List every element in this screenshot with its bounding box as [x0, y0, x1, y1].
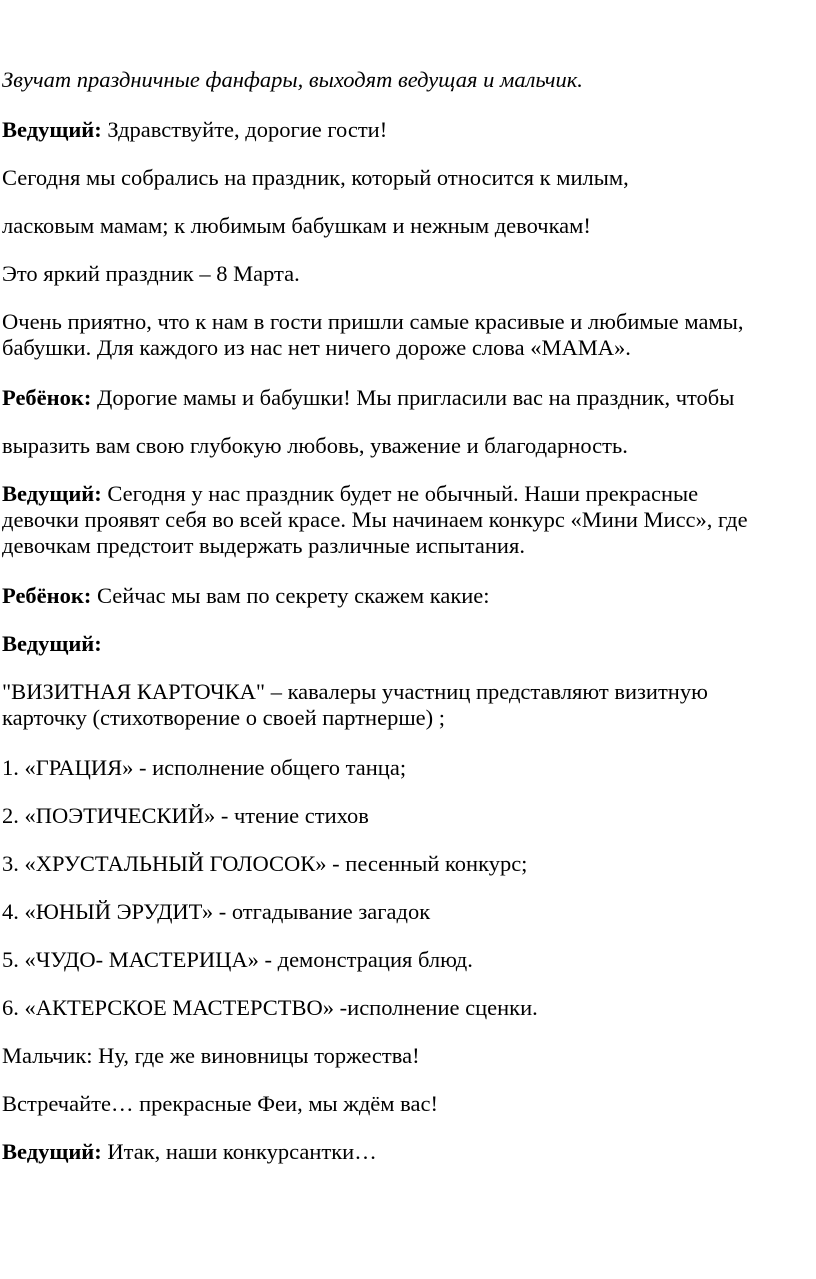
stage-direction: Звучат праздничные фанфары, выходят ведущая и мальчик.: [2, 67, 583, 92]
speaker-label: Ведущий:: [2, 1139, 102, 1164]
contest-list-item: 4. «ЮНЫЙ ЭРУДИТ» - отгадывание загадок: [2, 899, 431, 924]
speaker-label: Ребёнок:: [2, 583, 92, 608]
paragraph-line: карточку (стихотворение о своей партнерше) ;: [2, 705, 446, 730]
speech-text: Сейчас мы вам по секрету скажем какие:: [91, 583, 490, 608]
speaker-label: Ведущий:: [2, 117, 102, 142]
speech-text: Сегодня у нас праздник будет не обычный. Наши прекрасные: [101, 481, 699, 506]
paragraph-host-contest: [2, 481, 816, 507]
speaker-label: Ведущий:: [2, 481, 102, 506]
paragraph-line: выразить вам свою глубокую любовь, уважение и благодарность.: [2, 433, 628, 458]
paragraph-line: девочкам предстоит выдержать различные испытания.: [2, 533, 525, 558]
paragraph-line: Очень приятно, что к нам в гости пришли самые красивые и любимые мамы,: [2, 309, 744, 334]
paragraph-line: ласковым мамам; к любимым бабушкам и нежным девочкам!: [2, 213, 591, 238]
speech-text: Здравствуйте, дорогие гости!: [101, 117, 388, 142]
paragraph-child-speech: [2, 385, 816, 411]
paragraph-line: Сегодня мы собрались на праздник, который относится к милым,: [2, 165, 629, 190]
speech-text: Дорогие мамы и бабушки! Мы пригласили вас на праздник, чтобы: [91, 385, 735, 410]
paragraph-child-secret: [2, 583, 816, 609]
contest-list-item: 6. «АКТЕРСКОЕ МАСТЕРСТВО» -исполнение сценки.: [2, 995, 538, 1020]
paragraph-line: Встречайте… прекрасные Феи, мы ждём вас!: [2, 1091, 438, 1116]
paragraph-host-closing: [2, 1139, 816, 1165]
contest-list-item: 3. «ХРУСТАЛЬНЫЙ ГОЛОСОК» - песенный конкурс;: [2, 851, 528, 876]
paragraph-line: девочки проявят себя во всей красе. Мы начинаем конкурс «Мини Мисс», где: [2, 507, 748, 532]
paragraph-line: бабушки. Для каждого из нас нет ничего дороже слова «МАМА».: [2, 335, 631, 360]
speaker-label: Ведущий:: [2, 631, 102, 656]
paragraph-host-greeting: [2, 117, 816, 143]
paragraph-host-label: [2, 631, 816, 657]
contest-list-item: 5. «ЧУДО- МАСТЕРИЦА» - демонстрация блюд.: [2, 947, 473, 972]
contest-list-item: 1. «ГРАЦИЯ» - исполнение общего танца;: [2, 755, 407, 780]
contest-list-item: 2. «ПОЭТИЧЕСКИЙ» - чтение стихов: [2, 803, 369, 828]
paragraph-line: "ВИЗИТНАЯ КАРТОЧКА" – кавалеры участниц представляют визитную: [2, 679, 708, 704]
paragraph-line: Это яркий праздник – 8 Марта.: [2, 261, 300, 286]
speaker-label: Ребёнок:: [2, 385, 92, 410]
speech-text: Итак, наши конкурсантки…: [101, 1139, 377, 1164]
paragraph-line: Мальчик: Ну, где же виновницы торжества!: [2, 1043, 420, 1068]
